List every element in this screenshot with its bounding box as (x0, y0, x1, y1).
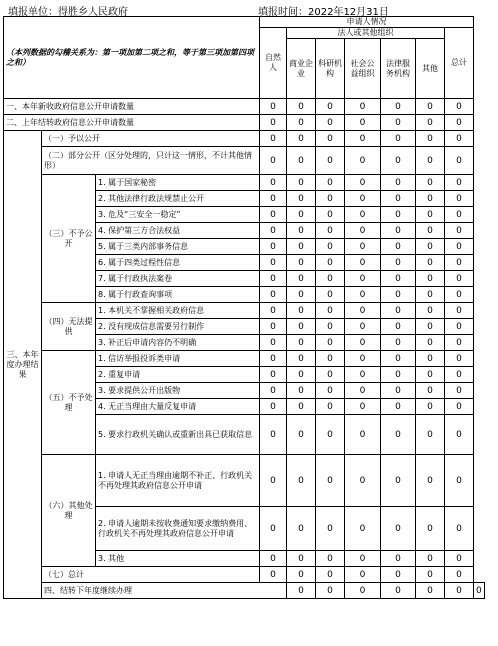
value-cell: 0 (445, 583, 474, 599)
value-cell: 0 (416, 415, 445, 455)
value-cell: 0 (445, 191, 474, 207)
natural-person-header: 自然人 (260, 28, 287, 99)
table-row (4, 131, 485, 147)
row-label: 2. 没有现成信息需要另行制作 (96, 319, 260, 335)
row-label: 7. 属于行政执法案卷 (96, 271, 260, 287)
value-cell: 0 (287, 415, 316, 455)
value-cell: 0 (416, 207, 445, 223)
value-cell: 0 (345, 415, 381, 455)
row-label: 4. 保护第三方合法权益 (96, 223, 260, 239)
statistics-table (3, 16, 485, 599)
value-cell: 0 (316, 271, 345, 287)
value-cell: 0 (260, 271, 287, 287)
value-cell: 0 (316, 335, 345, 351)
value-cell: 0 (416, 239, 445, 255)
value-cell: 0 (287, 303, 316, 319)
value-cell: 0 (345, 319, 381, 335)
row-label: 1. 本机关不掌握相关政府信息 (96, 303, 260, 319)
value-cell: 0 (416, 567, 445, 583)
value-cell: 0 (260, 147, 287, 175)
group-label: （五）不予处理 (42, 351, 96, 455)
row-label: 3. 其他 (96, 551, 260, 567)
value-cell: 0 (316, 383, 345, 399)
value-cell: 0 (260, 455, 287, 507)
value-cell: 0 (345, 567, 381, 583)
value-cell: 0 (416, 383, 445, 399)
value-cell: 0 (316, 455, 345, 507)
value-cell: 0 (260, 223, 287, 239)
value-cell: 0 (381, 255, 416, 271)
value-cell: 0 (260, 335, 287, 351)
value-cell: 0 (381, 223, 416, 239)
value-cell: 0 (345, 303, 381, 319)
value-cell: 0 (381, 319, 416, 335)
value-cell: 0 (316, 223, 345, 239)
value-cell: 0 (445, 319, 474, 335)
group-label: （三）不予公开 (42, 175, 96, 303)
value-cell: 0 (316, 175, 345, 191)
row-label: 8. 属于行政查询事项 (96, 287, 260, 303)
value-cell: 0 (445, 351, 474, 367)
value-cell: 0 (260, 507, 287, 551)
value-cell: 0 (345, 239, 381, 255)
applicant-header: 申请人情况 (260, 17, 474, 28)
group-label: （六）其他处理 (42, 455, 96, 567)
row-label: 二、上年结转政府信息公开申请数量 (4, 115, 260, 131)
value-cell: 0 (316, 415, 345, 455)
value-cell: 0 (345, 399, 381, 415)
value-cell: 0 (345, 383, 381, 399)
value-cell: 0 (316, 115, 345, 131)
value-cell: 0 (287, 239, 316, 255)
value-cell: 0 (381, 99, 416, 115)
total-header: 总计 (445, 28, 474, 99)
unit-label: 填报单位：得胜乡人民政府 (8, 7, 128, 18)
value-cell: 0 (445, 303, 474, 319)
value-cell: 0 (345, 191, 381, 207)
value-cell: 0 (260, 415, 287, 455)
value-cell: 0 (260, 191, 287, 207)
value-cell: 0 (381, 583, 416, 599)
value-cell: 0 (445, 383, 474, 399)
value-cell: 0 (260, 351, 287, 367)
value-cell: 0 (445, 239, 474, 255)
value-cell: 0 (416, 271, 445, 287)
value-cell: 0 (287, 207, 316, 223)
value-cell: 0 (416, 399, 445, 415)
value-cell: 0 (287, 335, 316, 351)
value-cell: 0 (260, 175, 287, 191)
table-row (4, 351, 485, 367)
table-row (4, 303, 485, 319)
value-cell: 0 (445, 147, 474, 175)
value-cell: 0 (445, 455, 474, 507)
value-cell: 0 (445, 567, 474, 583)
value-cell: 0 (287, 399, 316, 415)
value-cell: 0 (316, 399, 345, 415)
table-row (4, 455, 485, 507)
value-cell: 0 (316, 207, 345, 223)
value-cell: 0 (287, 115, 316, 131)
date-label: 填报时间：2022年12月31日 (258, 7, 389, 18)
table-row (4, 115, 485, 131)
value-cell: 0 (416, 551, 445, 567)
commercial-header: 商业企业 (287, 39, 316, 99)
row-label: 3. 补正后申请内容仍不明确 (96, 335, 260, 351)
value-cell: 0 (416, 255, 445, 271)
value-cell: 0 (416, 223, 445, 239)
value-cell: 0 (381, 551, 416, 567)
value-cell: 0 (345, 115, 381, 131)
value-cell: 0 (287, 131, 316, 147)
value-cell: 0 (316, 351, 345, 367)
value-cell: 0 (381, 415, 416, 455)
value-cell: 0 (445, 255, 474, 271)
table-row (4, 175, 485, 191)
row-label: 2. 重复申请 (96, 367, 260, 383)
value-cell: 0 (445, 271, 474, 287)
value-cell: 0 (287, 455, 316, 507)
value-cell: 0 (381, 271, 416, 287)
value-cell: 0 (260, 367, 287, 383)
value-cell: 0 (345, 287, 381, 303)
row-label: 3. 要求提供公开出版物 (96, 383, 260, 399)
value-cell: 0 (260, 319, 287, 335)
value-cell: 0 (416, 303, 445, 319)
row-label: 5. 属于三类内部事务信息 (96, 239, 260, 255)
value-cell: 0 (316, 583, 345, 599)
value-cell: 0 (381, 239, 416, 255)
row-label: （二）部分公开（区分处理的，只计这一情形，不计其他情形） (42, 147, 260, 175)
table-row (4, 583, 485, 599)
value-cell: 0 (316, 99, 345, 115)
value-cell: 0 (416, 175, 445, 191)
value-cell: 0 (345, 223, 381, 239)
value-cell: 0 (287, 319, 316, 335)
value-cell: 0 (287, 551, 316, 567)
value-cell: 0 (260, 115, 287, 131)
value-cell: 0 (260, 551, 287, 567)
row-label: 1. 申请人无正当理由逾期不补正、行政机关不再处理其政府信息公开申请 (96, 455, 260, 507)
value-cell: 0 (287, 255, 316, 271)
row-label: 6. 属于四类过程性信息 (96, 255, 260, 271)
legal-entity-header: 法人或其他组织 (287, 28, 445, 39)
value-cell: 0 (345, 147, 381, 175)
row-label: 1. 信访举报投诉类申请 (96, 351, 260, 367)
value-cell: 0 (416, 319, 445, 335)
legal-service-header: 法律服务机构 (381, 39, 416, 99)
value-cell: 0 (287, 175, 316, 191)
row-label: （一）予以公开 (42, 131, 260, 147)
value-cell: 0 (345, 507, 381, 551)
row-label: 5. 要求行政机关确认或重新出具已获取信息 (96, 415, 260, 455)
value-cell: 0 (445, 115, 474, 131)
value-cell: 0 (316, 239, 345, 255)
value-cell: 0 (445, 175, 474, 191)
group-label: （四）无法提供 (42, 303, 96, 351)
value-cell: 0 (416, 335, 445, 351)
value-cell: 0 (287, 99, 316, 115)
value-cell: 0 (474, 583, 485, 599)
social-header: 社会公益组织 (345, 39, 381, 99)
value-cell: 0 (381, 207, 416, 223)
value-cell: 0 (416, 99, 445, 115)
value-cell: 0 (260, 207, 287, 223)
value-cell: 0 (260, 99, 287, 115)
value-cell: 0 (345, 99, 381, 115)
value-cell: 0 (260, 131, 287, 147)
value-cell: 0 (416, 583, 445, 599)
value-cell: 0 (345, 551, 381, 567)
value-cell: 0 (345, 207, 381, 223)
value-cell: 0 (445, 131, 474, 147)
section-label: 三、本年度办理结果 (4, 131, 42, 599)
value-cell: 0 (287, 287, 316, 303)
value-cell: 0 (445, 207, 474, 223)
value-cell: 0 (381, 115, 416, 131)
value-cell: 0 (445, 551, 474, 567)
value-cell: 0 (316, 287, 345, 303)
value-cell: 0 (381, 567, 416, 583)
value-cell: 0 (287, 383, 316, 399)
value-cell: 0 (381, 399, 416, 415)
value-cell: 0 (445, 399, 474, 415)
value-cell: 0 (345, 271, 381, 287)
value-cell: 0 (381, 383, 416, 399)
value-cell: 0 (381, 287, 416, 303)
value-cell: 0 (316, 567, 345, 583)
research-header: 科研机构 (316, 39, 345, 99)
value-cell: 0 (381, 303, 416, 319)
value-cell: 0 (445, 415, 474, 455)
value-cell: 0 (287, 367, 316, 383)
note-cell: （本列数据的勾稽关系为：第一项加第二项之和，等于第三项加第四项之和） (4, 17, 260, 99)
value-cell: 0 (287, 567, 316, 583)
row-label: 4. 无正当理由大量反复申请 (96, 399, 260, 415)
value-cell: 0 (316, 191, 345, 207)
table-row (4, 567, 485, 583)
value-cell: 0 (345, 583, 381, 599)
value-cell: 0 (445, 223, 474, 239)
value-cell: 0 (345, 351, 381, 367)
value-cell: 0 (316, 255, 345, 271)
value-cell: 0 (381, 147, 416, 175)
row-label: 1. 属于国家秘密 (96, 175, 260, 191)
value-cell: 0 (416, 351, 445, 367)
value-cell: 0 (260, 239, 287, 255)
value-cell: 0 (416, 191, 445, 207)
value-cell: 0 (287, 223, 316, 239)
row-label: 3. 危及“三安全一稳定” (96, 207, 260, 223)
value-cell: 0 (345, 455, 381, 507)
row-label: 2. 其他法律行政法规禁止公开 (96, 191, 260, 207)
value-cell: 0 (260, 255, 287, 271)
value-cell: 0 (381, 335, 416, 351)
value-cell: 0 (260, 567, 287, 583)
table-row (4, 99, 485, 115)
value-cell: 0 (445, 99, 474, 115)
value-cell: 0 (260, 303, 287, 319)
value-cell: 0 (345, 367, 381, 383)
value-cell: 0 (416, 147, 445, 175)
value-cell: 0 (287, 271, 316, 287)
value-cell: 0 (345, 175, 381, 191)
value-cell: 0 (416, 367, 445, 383)
value-cell: 0 (381, 455, 416, 507)
value-cell: 0 (316, 319, 345, 335)
value-cell: 0 (416, 287, 445, 303)
row-label: （七）总计 (42, 567, 260, 583)
value-cell: 0 (381, 351, 416, 367)
value-cell: 0 (287, 191, 316, 207)
value-cell: 0 (345, 335, 381, 351)
table-row (4, 147, 485, 175)
value-cell: 0 (316, 551, 345, 567)
value-cell: 0 (260, 383, 287, 399)
value-cell: 0 (381, 191, 416, 207)
value-cell: 0 (345, 255, 381, 271)
value-cell: 0 (316, 147, 345, 175)
value-cell: 0 (381, 367, 416, 383)
value-cell: 0 (416, 115, 445, 131)
value-cell: 0 (445, 367, 474, 383)
value-cell: 0 (316, 507, 345, 551)
value-cell: 0 (287, 507, 316, 551)
row-label: 2. 申请人逾期未按收费通知要求缴纳费用、行政机关不再处理其政府信息公开申请 (96, 507, 260, 551)
value-cell: 0 (416, 507, 445, 551)
value-cell: 0 (381, 175, 416, 191)
row-label: 四、结转下年度继续办理 (42, 583, 287, 599)
value-cell: 0 (287, 583, 316, 599)
value-cell: 0 (381, 507, 416, 551)
value-cell: 0 (345, 131, 381, 147)
value-cell: 0 (316, 303, 345, 319)
value-cell: 0 (260, 399, 287, 415)
value-cell: 0 (287, 351, 316, 367)
value-cell: 0 (445, 335, 474, 351)
value-cell: 0 (287, 147, 316, 175)
value-cell: 0 (381, 131, 416, 147)
value-cell: 0 (416, 455, 445, 507)
value-cell: 0 (445, 287, 474, 303)
table-row (4, 17, 485, 28)
other-header: 其他 (416, 39, 445, 99)
value-cell: 0 (416, 131, 445, 147)
value-cell: 0 (316, 367, 345, 383)
value-cell: 0 (316, 131, 345, 147)
value-cell: 0 (260, 287, 287, 303)
value-cell: 0 (445, 507, 474, 551)
row-label: 一、本年新收政府信息公开申请数量 (4, 99, 260, 115)
